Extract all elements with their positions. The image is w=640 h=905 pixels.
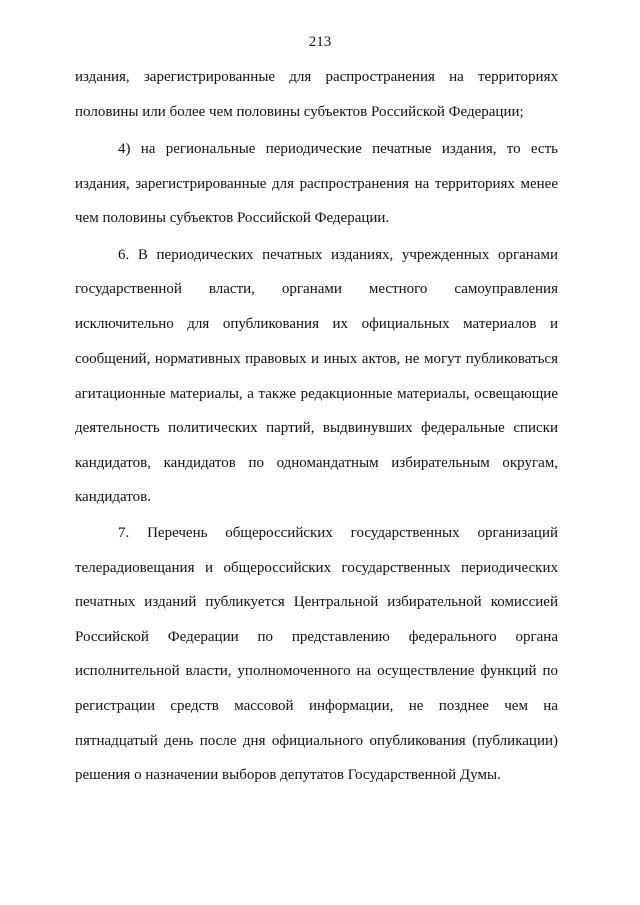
text-line: кандидатов, кандидатов по одномандатным избирательным округам, (75, 455, 558, 471)
text-line: телерадиовещания и общероссийских государственных периодических (75, 560, 558, 576)
text-line: 7. Перечень общероссийских государственных организаций (118, 525, 558, 541)
text-line: исключительно для опубликования их официальных материалов и (75, 316, 558, 332)
text-line: регистрации средств массовой информации, не позднее чем на (75, 698, 558, 714)
text-line: сообщений, нормативных правовых и иных актов, не могут публиковаться (75, 351, 558, 367)
text-line: издания, зарегистрированные для распространения на территориях менее (75, 176, 558, 192)
page-number: 213 (308, 34, 332, 50)
text-line: Российской Федерации по представлению федерального органа (75, 629, 558, 645)
text-line: печатных изданий публикуется Центральной избирательной комиссией (75, 594, 558, 610)
text-line: решения о назначении выборов депутатов Государственной Думы. (75, 767, 501, 783)
text-line: чем половины субъектов Российской Федерации. (75, 210, 390, 226)
text-line: кандидатов. (75, 489, 151, 505)
text-line: исполнительной власти, уполномоченного на осуществление функций по (75, 663, 558, 679)
text-line: 6. В периодических печатных изданиях, учрежденных органами (118, 247, 558, 263)
text-line: издания, зарегистрированные для распространения на территориях (75, 69, 558, 85)
text-line: государственной власти, органами местного самоуправления (75, 281, 558, 297)
text-line: половины или более чем половины субъектов Российской Федерации; (75, 104, 524, 120)
text-line: деятельность политических партий, выдвинувших федеральные списки (75, 420, 558, 436)
text-line: пятнадцатый день после дня официального опубликования (публикации) (75, 733, 558, 749)
text-line: агитационные материалы, а также редакционные материалы, освещающие (75, 386, 558, 402)
text-line: 4) на региональные периодические печатные издания, то есть (118, 141, 558, 157)
